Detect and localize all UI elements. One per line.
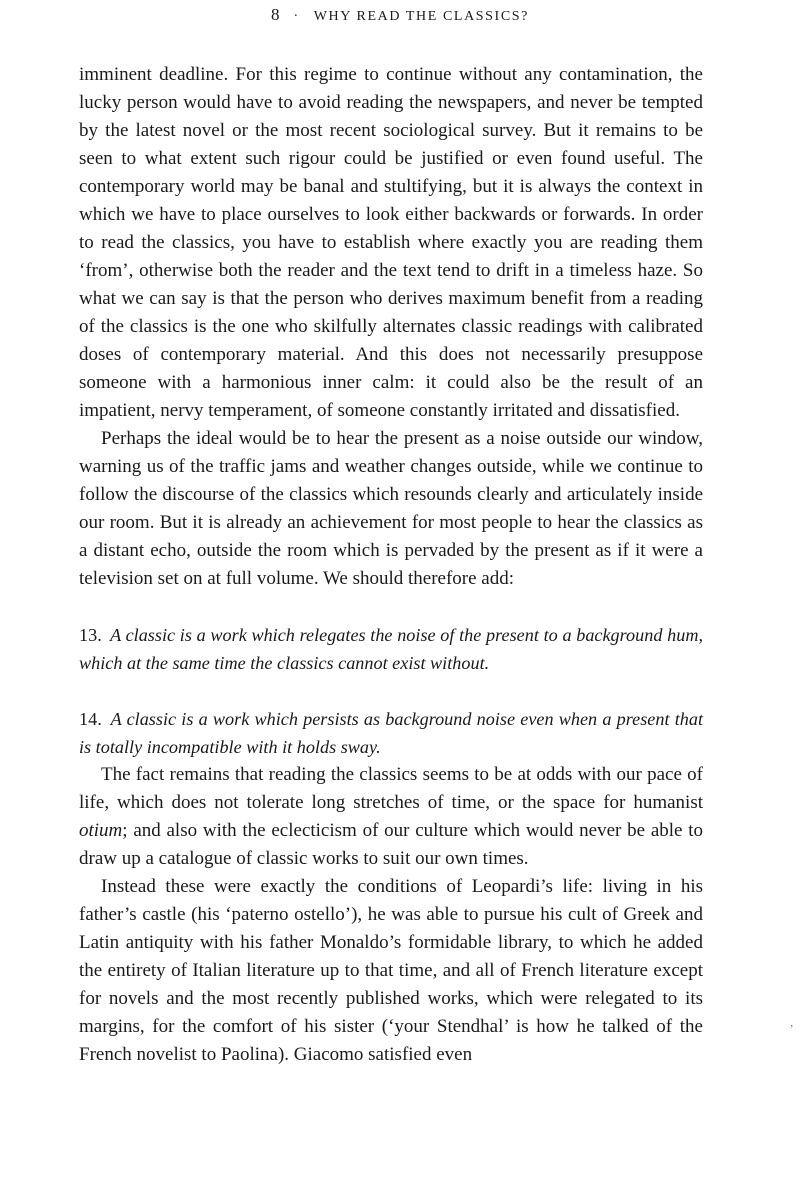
- definition-13-number: 13.: [79, 625, 102, 645]
- paragraph-pace-of-life-start: The fact remains that reading the classics seems to be at odds with our pace of life, which does not tolerate long stretches of time, or the space for humanist: [79, 764, 703, 813]
- paragraph-leopardi: Instead these were exactly the conditions of Leopardi’s life: living in his father’s castle (his ‘paterno ostello’), he was able to pursue his cult of Greek and Latin antiquity with his father Monaldo’s formidable library, to which he added the entirety of Italian literature up to that time, and all of French literature except for novels and the most recently published works, which were relegated to its margins, for the comfort of his sister (‘your Stendhal’ is how he talked of the French novelist to Paolina). Giacomo satisfied even: [79, 876, 703, 1065]
- definition-14: [79, 705, 703, 761]
- definition-14-number: 14.: [79, 709, 102, 729]
- definition-14-text: A classic is a work which persists as background noise even when a present that is totally incompatible with it holds sway.: [79, 709, 703, 757]
- definition-13: [79, 621, 703, 677]
- running-header: [0, 5, 800, 27]
- paragraph-ideal-present: Perhaps the ideal would be to hear the present as a noise outside our window, warning us of the traffic jams and weather changes outside, while we continue to follow the discourse of the classics which resounds clearly and articulately inside our room. But it is already an achievement for most people to hear the classics as a distant echo, outside the room which is pervaded by the present as if it were a television set on at full volume. We should therefore add:: [79, 428, 703, 589]
- paragraph-continued: imminent deadline. For this regime to continue without any contamination, the lucky person would have to avoid reading the newspapers, and never be tempted by the latest novel or the most recent sociological survey. But it remains to be seen to what extent such rigour could be justified or even found useful. The contemporary world may be banal and stultifying, but it is always the context in which we have to place ourselves to look either backwards or forwards. In order to read the classics, you have to establish where exactly you are reading them ‘from’, otherwise both the reader and the text tend to drift in a timeless haze. So what we can say is that the person who derives maximum benefit from a reading of the classics is the one who skilfully alternates classic readings with calibrated doses of contemporary material. And this does not necessarily presuppose someone with a harmonious inner calm: it could also be the result of an impatient, nervy temperament, of someone constantly irritated and dissatisfied.: [79, 64, 703, 421]
- paragraph-pace-of-life: [79, 761, 703, 873]
- paragraph-pace-of-life-end: ; and also with the eclecticism of our culture which would never be able to draw up a catalogue of classic works to suit our own times.: [79, 820, 703, 869]
- header-separator: ·: [293, 9, 300, 24]
- running-title: WHY READ THE CLASSICS?: [313, 9, 529, 24]
- margin-speck: ʼ: [790, 1024, 794, 1035]
- definition-13-text: A classic is a work which relegates the noise of the present to a background hum, which at the same time the classics cannot exist without.: [79, 625, 703, 673]
- page-body: [79, 61, 703, 1069]
- page-number: 8: [271, 5, 280, 24]
- term-otium: otium: [79, 820, 123, 841]
